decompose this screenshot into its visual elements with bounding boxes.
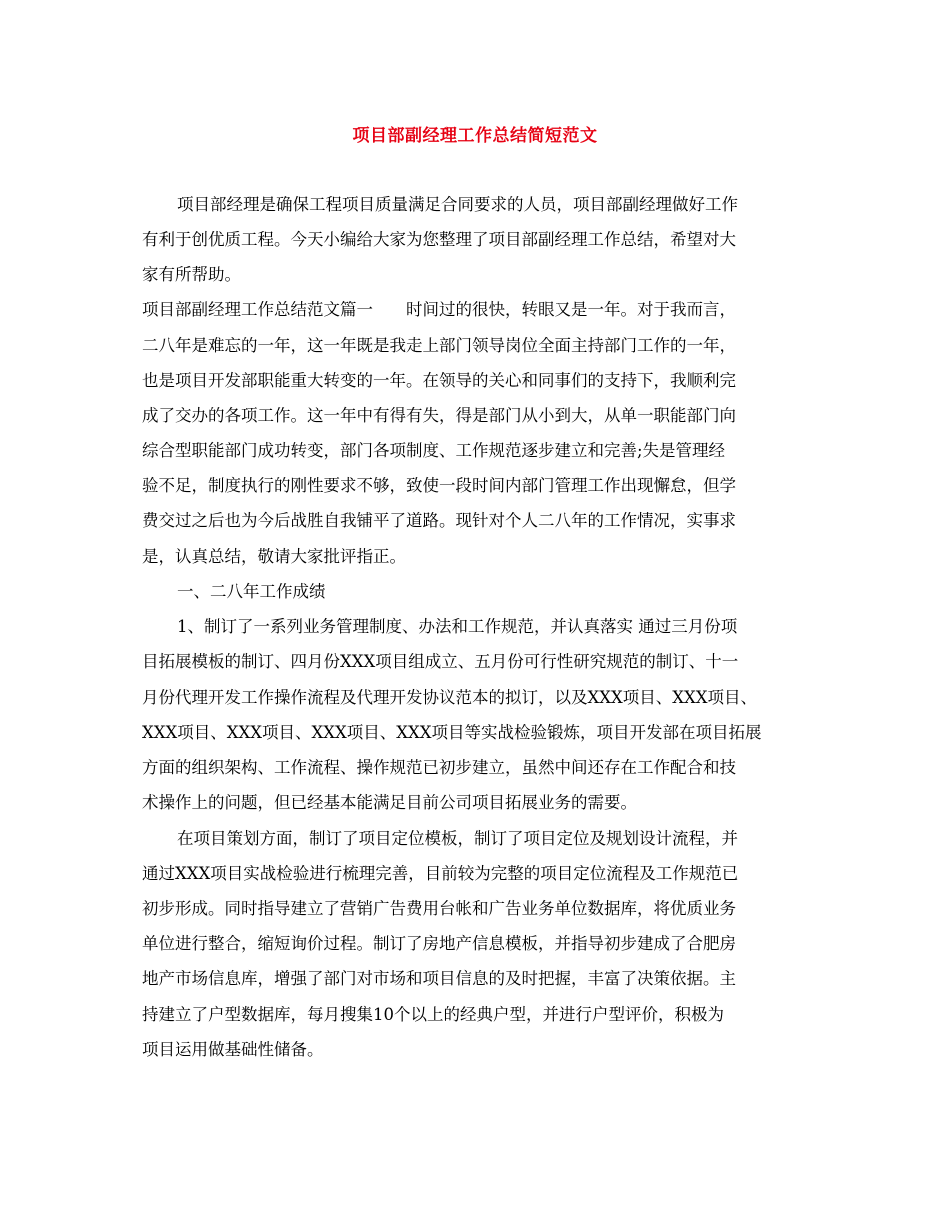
section-heading: 一、二八年工作成绩 <box>177 582 326 601</box>
paragraph-line: 费交过之后也为今后战胜自我铺平了道路。现针对个人二八年的工作情况，实事求 <box>142 511 736 530</box>
paragraph-line: 方面的组织架构、工作流程、操作规范已初步建立，虽然中间还存在工作配合和技 <box>142 758 736 777</box>
paragraph-line: 初步形成。同时指导建立了营销广告费用台帐和广告业务单位数据库，将优质业务 <box>142 899 736 918</box>
paragraph-line: 验不足，制度执行的刚性要求不够，致使一段时间内部门管理工作出现懈怠，但学 <box>142 476 736 495</box>
paragraph-line: 二八年是难忘的一年，这一年既是我走上部门领导岗位全面主持部门工作的一年， <box>142 336 736 355</box>
paragraph-line: 成了交办的各项工作。这一年中有得有失，得是部门从小到大，从单一职能部门向 <box>142 406 736 425</box>
paragraph-line: 1、制订了一系列业务管理制度、办法和工作规范，并认真落实 通过三月份项 <box>177 617 738 636</box>
paragraph-line: 有利于创优质工程。今天小编给大家为您整理了项目部副经理工作总结，希望对大 <box>142 230 736 249</box>
paragraph-line: 地产市场信息库，增强了部门对市场和项目信息的及时把握，丰富了决策依据。主 <box>142 969 736 988</box>
paragraph-line: 也是项目开发部职能重大转变的一年。在领导的关心和同事们的支持下，我顺利完 <box>142 371 736 390</box>
paragraph-line: 项目部副经理工作总结范文篇一 时间过的很快，转眼又是一年。对于我而言， <box>142 300 736 319</box>
paragraph-line: 持建立了户型数据库，每月搜集10个以上的经典户型，并进行户型评价，积极为 <box>142 1005 724 1024</box>
paragraph-line: 项目运用做基础性储备。 <box>142 1040 324 1059</box>
paragraph-line: 通过XXX项目实战检验进行梳理完善，目前较为完整的项目定位流程及工作规范已 <box>142 864 739 883</box>
paragraph-line: 是，认真总结，敬请大家批评指正。 <box>142 547 406 566</box>
paragraph-line: 在项目策划方面，制订了项目定位模板，制订了项目定位及规划设计流程，并 <box>177 829 738 848</box>
paragraph-line: 目拓展模板的制订、四月份XXX项目组成立、五月份可行性研究规范的制订、十一 <box>142 652 739 671</box>
paragraph-line: XXX项目、XXX项目、XXX项目、XXX项目等实战检验锻炼，项目开发部在项目拓展 <box>142 723 762 742</box>
paragraph-line: 术操作上的问题，但已经基本能满足目前公司项目拓展业务的需要。 <box>142 793 637 812</box>
paragraph-line: 月份代理开发工作操作流程及代理开发协议范本的拟订，以及XXX项目、XXX项目、 <box>142 688 757 707</box>
paragraph-line: 家有所帮助。 <box>142 265 241 284</box>
paragraph-line: 项目部经理是确保工程项目质量满足合同要求的人员，项目部副经理做好工作 <box>177 195 738 214</box>
paragraph-line: 综合型职能部门成功转变，部门各项制度、工作规范逐步建立和完善;失是管理经 <box>142 441 726 460</box>
document-title: 项目部副经理工作总结简短范文 <box>352 126 598 146</box>
paragraph-line: 单位进行整合，缩短询价过程。制订了房地产信息模板，并指导初步建成了合肥房 <box>142 934 736 953</box>
